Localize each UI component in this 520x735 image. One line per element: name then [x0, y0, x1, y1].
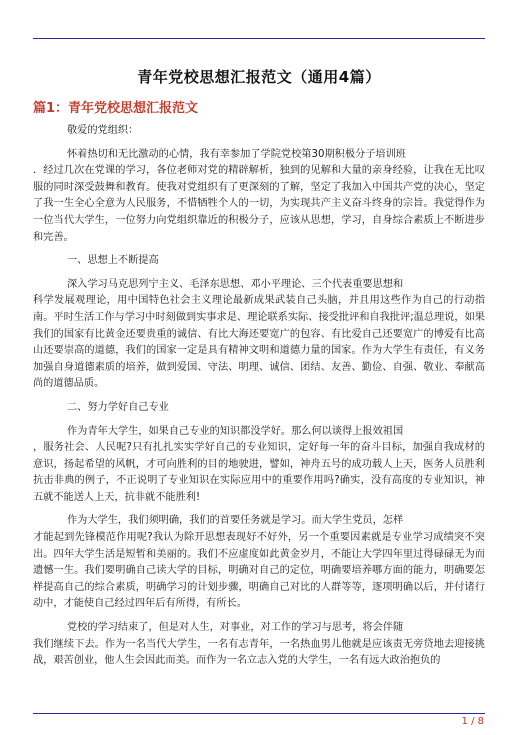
paragraph: 我们继续下去。作为一名当代大学生，一名有志青年，一名热血男儿他就是应该责无旁贷地去迎接挑战，艰苦创业，他人生会因此而美。而作为一名立志入党的大学生，一名有远大政治抱负的 [33, 638, 485, 667]
greeting: 敬爱的党组织： [67, 125, 139, 136]
paragraph: 深入学习马克思列宁主义、毛泽东思想、邓小平理论、三个代表重要思想和 [67, 278, 404, 290]
paragraph: ．经过几次在党课的学习，各位老师对党的精辟解析，独到的见解和大量的亲身经验，让我在无比叹服的同时深受鼓舞和教育。使我对党组织有了更深刻的了解，坚定了我加入中国共产党的决心，坚定了我一生全心全意为人民服务，不惜牺牲个人的一切，为实现共产主义奋斗终身的宗旨。我觉得作为一位当代大学生，一位努力向党组织靠近的积极分子，应该从思想，学习，自身综合素质上不断进步和完善。 [33, 165, 485, 243]
paragraph: ，服务社会、人民呢?只有扎扎实实学好自己的专业知识，定好每一年的奋斗目标，加强自我成材的意识，扬起希望的风帆，才可向胜利的目的地驶进，譬如，神舟五号的成功载人上天，医务人员胜利抗击非典的例子，不正说明了专业知识在实际应用中的重要作用吗?确实，没有高度的专业知识，神五就不能送人上天，抗非就不能胜利! [33, 442, 485, 503]
paragraph: 科学发展观理论，用中国特色社会主义理论最新成果武装自己头脑，并且用这些作为自己的行动指南。平时生活工作与学习中时刻做到实事求是、理论联系实际、接受批评和自我批评;温总理说，如果我们的国家有比黄金还要贵重的诚信、有比大海还要宽广的包容、有比爱自己还要宽广的博爱有比高山还要崇高的道德，我们的国家一定是具有精神文明和道德力量的国家。作为大学生有责任，有义务加强自身道德素质的培养，做到爱国、守法、明理、诚信、团结、友善、勤俭、自强、敬业、奉献高尚的道德品质。 [33, 295, 485, 390]
document-body [33, 123, 485, 670]
page-indicator: 1 / 8 [461, 716, 484, 727]
section-heading: 二、努力学好自己专业 [67, 401, 169, 413]
header-rule [33, 38, 485, 39]
section-heading: 一、思想上不断提高 [67, 255, 159, 267]
paragraph: 怀着热切和无比激动的心情，我有幸参加了学院党校第30期积极分子培训班 [67, 148, 406, 160]
paragraph: 才能起到先锋模范作用呢?我认为除开思想表现好不好外，另一个重要因素就是专业学习成绩突不突出。四年大学生活是短暂和美丽的。我们不应虚度如此黄金岁月，不能让大学四年里过得碌碌无为而遗憾一生。我们要明确自己读大学的目标，明确对自己的定位，明确要培养哪方面的能力，明确要怎样提高自己的综合素质，明确学习的计划步骤，明确自己对比的人群等等，逐项明确以后，并付诸行动中，才能使自己经过四年后有所得，有所长。 [33, 532, 485, 610]
section-title: 篇1：青年党校思想汇报范文 [33, 101, 199, 116]
paragraph: 党校的学习结束了，但是对人生，对事业，对工作的学习与思考，将会伴随 [67, 622, 404, 634]
document-title: 青年党校思想汇报范文（通用4篇） [137, 68, 381, 86]
paragraph: 作为青年大学生，如果自己专业的知识都没学好。那么何以谈得上报效祖国 [67, 425, 404, 437]
footer-rule [33, 713, 485, 714]
paragraph: 作为大学生，我们须明确，我们的首要任务就是学习。而大学生党员，怎样 [67, 515, 404, 527]
